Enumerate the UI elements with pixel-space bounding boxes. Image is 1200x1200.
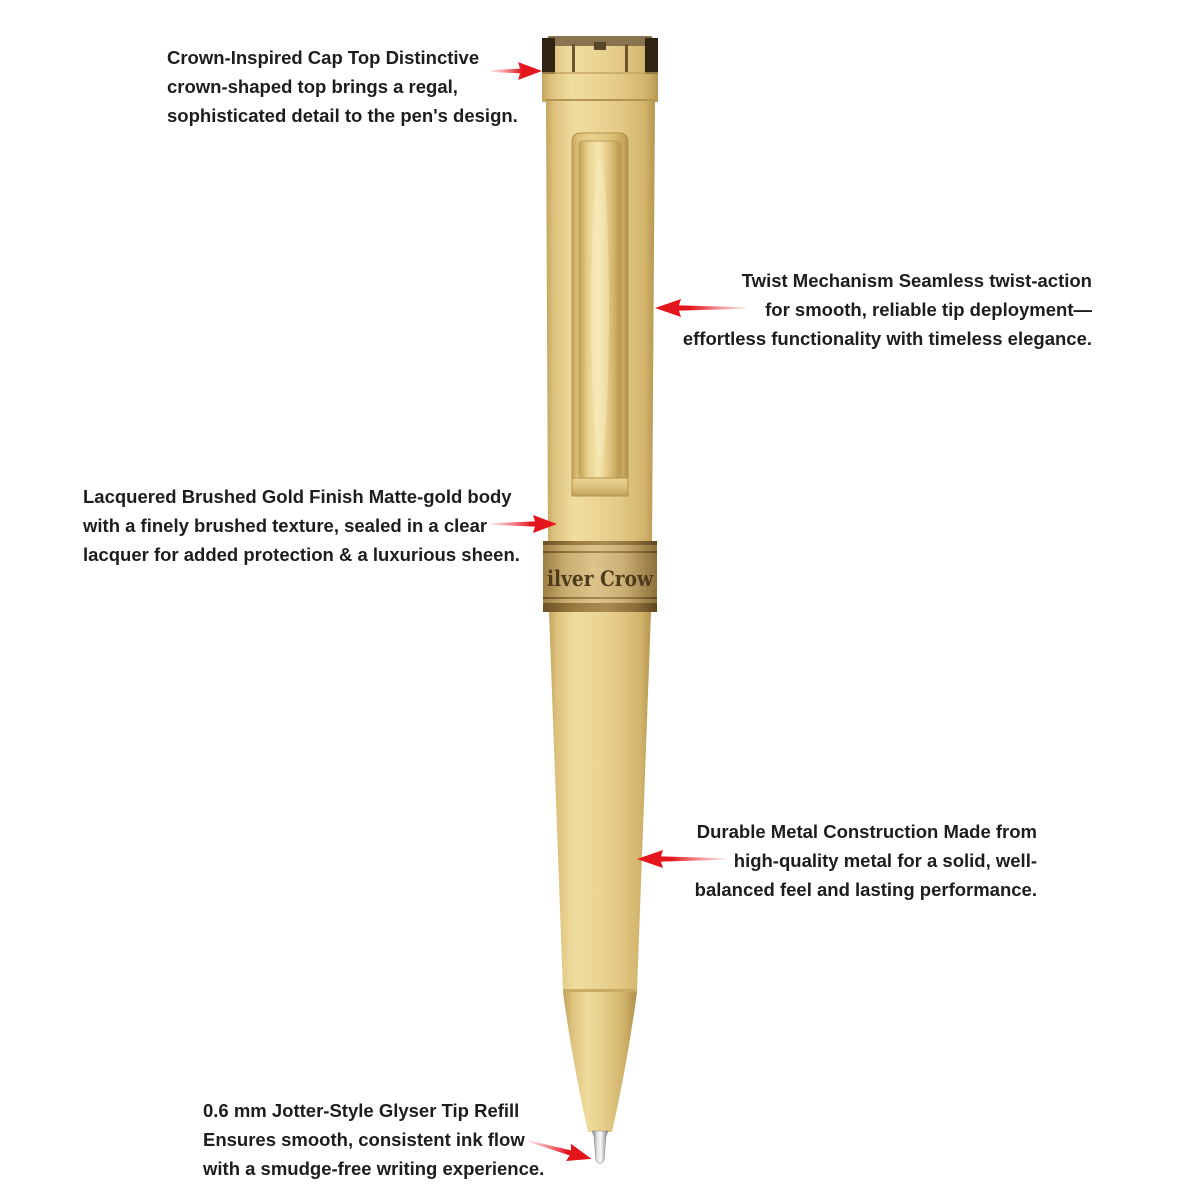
crown-base-line (545, 99, 656, 101)
annotation-line: Twist Mechanism Seamless twist-action (741, 270, 1092, 291)
crown-notch (594, 42, 606, 50)
pen-clip (572, 133, 628, 496)
band-engraving: ilver Crow (547, 566, 654, 591)
pen-crown-top (542, 36, 658, 102)
annotation-line: crown-shaped top brings a regal, (167, 76, 458, 97)
crown-notch (625, 44, 628, 72)
annotation-line: sophisticated detail to the pen's design. (167, 105, 518, 126)
pen-band (543, 541, 657, 612)
band-bottom-rim (543, 603, 657, 612)
annotation-line: lacquer for added protection & a luxurious sheen. (83, 544, 520, 565)
pen-barrel (549, 612, 651, 991)
crown-prong-left (542, 38, 555, 74)
annotation-line: balanced feel and lasting performance. (694, 879, 1037, 900)
annotation-line: 0.6 mm Jotter-Style Glyser Tip Refill (203, 1100, 520, 1121)
clip-highlight (591, 160, 609, 460)
band-bottom-groove (543, 597, 657, 599)
annotation-line: for smooth, reliable tip deployment— (765, 299, 1092, 320)
annotation-line: Lacquered Brushed Gold Finish Matte-gold body (83, 486, 512, 507)
annotation-metal-construction (695, 817, 1037, 904)
annotation-line: with a smudge-free writing experience. (203, 1158, 545, 1179)
annotation-line: effortless functionality with timeless elegance. (682, 328, 1092, 349)
annotation-line: high-quality metal for a solid, well- (733, 850, 1037, 871)
crown-prong-right (645, 38, 658, 74)
annotation-line: Ensures smooth, consistent ink flow (203, 1129, 525, 1150)
crown-ring-line (542, 72, 658, 74)
barrel-cone-joint (563, 989, 637, 992)
annotation-refill-tip (203, 1096, 544, 1183)
band-top-rim (543, 541, 657, 545)
pen-tip (592, 1131, 608, 1164)
annotation-brushed-gold-finish (83, 482, 520, 569)
pen (542, 36, 658, 1164)
annotation-line: with a finely brushed texture, sealed in a clear (83, 515, 488, 536)
annotation-twist-mechanism (683, 266, 1092, 353)
clip-foot (572, 478, 628, 496)
annotation-line: Crown-Inspired Cap Top Distinctive (167, 47, 480, 68)
crown-notch (572, 44, 575, 72)
annotation-line: Durable Metal Construction Made from (696, 821, 1037, 842)
pen-cone (563, 992, 637, 1132)
annotation-crown-cap-top (167, 43, 518, 130)
band-top-groove (543, 551, 657, 553)
